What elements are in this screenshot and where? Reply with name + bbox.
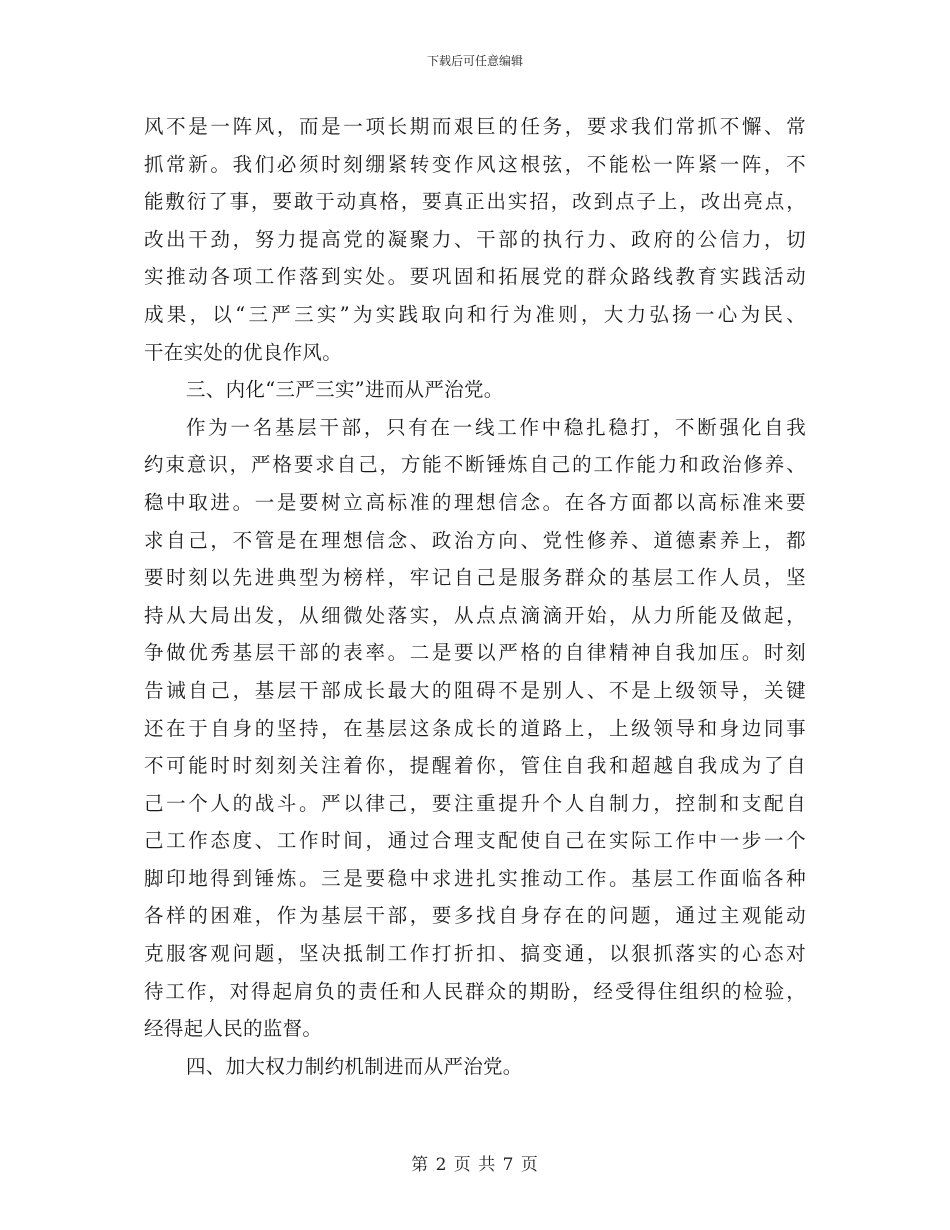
text-line: 克服客观问题，坚决抵制工作打折扣、搞变通，以狠抓落实的心态对 bbox=[144, 942, 806, 966]
text-line: 改出干劲，努力提高党的凝聚力、干部的执行力、政府的公信力，切 bbox=[144, 227, 806, 251]
text-line: 风不是一阵风，而是一项长期而艰巨的任务，要求我们常抓不懈、常 bbox=[144, 115, 806, 138]
text-line: 稳中取进。一是要树立高标准的理想信念。在各方面都以高标准来要 bbox=[144, 490, 806, 514]
text-line: 求自己，不管是在理想信念、政治方向、党性修养、道德素养上，都 bbox=[144, 528, 806, 552]
text-line: 三、内化“三严三实”进而从严治党。 bbox=[186, 378, 504, 402]
document-body bbox=[144, 108, 806, 1085]
text-line: 作为一名基层干部，只有在一线工作中稳扎稳打，不断强化自我 bbox=[186, 415, 806, 439]
text-line: 实推动各项工作落到实处。要巩固和拓展党的群众路线教育实践活动 bbox=[144, 265, 806, 289]
text-line: 还在于自身的坚持，在基层这条成长的道路上，上级领导和身边同事 bbox=[144, 716, 806, 740]
text-line: 能敷衍了事，要敢于动真格，要真正出实招，改到点子上，改出亮点， bbox=[144, 190, 806, 214]
text-line: 不可能时时刻刻关注着你，提醒着你，管住自我和超越自我成为了自 bbox=[144, 754, 806, 778]
text-line: 各样的困难，作为基层干部，要多找自身存在的问题，通过主观能动 bbox=[144, 904, 806, 928]
text-line: 约束意识，严格要求自己，方能不断锤炼自己的工作能力和政治修养、 bbox=[144, 453, 806, 477]
page-header-note: 下载后可任意编辑 bbox=[426, 54, 523, 68]
text-line: 脚印地得到锤炼。三是要稳中求进扎实推动工作。基层工作面临各种 bbox=[144, 866, 806, 890]
text-line: 待工作，对得起肩负的责任和人民群众的期盼，经受得住组织的检验， bbox=[144, 979, 806, 1003]
text-line: 抓常新。我们必须时刻绷紧转变作风这根弦，不能松一阵紧一阵，不 bbox=[144, 152, 806, 176]
text-line: 告诫自己，基层干部成长最大的阻碍不是别人、不是上级领导，关键 bbox=[144, 678, 806, 702]
page-number: 第 2 页 共 7 页 bbox=[411, 1155, 539, 1175]
text-line: 争做优秀基层干部的表率。二是要以严格的自律精神自我加压。时刻 bbox=[144, 641, 806, 665]
text-line: 要时刻以先进典型为榜样，牢记自己是服务群众的基层工作人员，坚 bbox=[144, 566, 806, 590]
text-line: 己工作态度、工作时间，通过合理支配使自己在实际工作中一步一个 bbox=[144, 829, 806, 853]
text-line: 己一个人的战斗。严以律己，要注重提升个人自制力，控制和支配自 bbox=[144, 791, 806, 815]
text-line: 持从大局出发，从细微处落实，从点点滴滴开始，从力所能及做起， bbox=[144, 603, 806, 627]
text-line: 经得起人民的监督。 bbox=[144, 1017, 323, 1041]
text-line: 干在实处的优良作风。 bbox=[144, 340, 343, 364]
text-line: 四、加大权力制约机制进而从严治党。 bbox=[186, 1054, 523, 1078]
text-line: 成果，以“三严三实”为实践取向和行为准则，大力弘扬一心为民、 bbox=[144, 302, 806, 326]
